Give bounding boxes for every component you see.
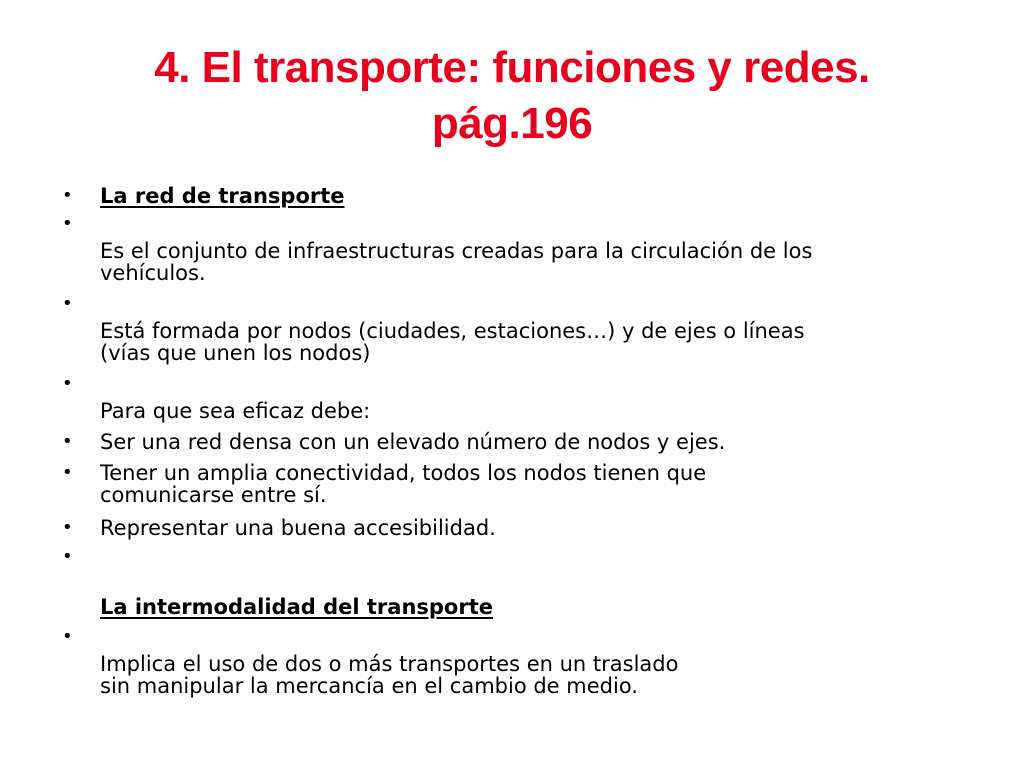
composition-line-2: (vías que unen los nodos) xyxy=(100,341,371,365)
slide-title-line-2: pág.196 xyxy=(431,99,593,148)
definition-paragraph xyxy=(100,240,970,284)
bullet-icon: • xyxy=(62,517,73,538)
requirement-accessibility: Representar una buena accesibilidad. xyxy=(100,516,496,540)
composition-paragraph xyxy=(100,320,970,364)
intermodalidad-line-2: sin manipular la mercancía en el cambio de medio. xyxy=(100,674,638,698)
bullet-icon: • xyxy=(62,546,73,567)
bullet-icon: • xyxy=(62,185,73,206)
bullet-icon: • xyxy=(62,293,73,314)
bullet-icon: • xyxy=(62,462,73,483)
definition-line-1: Es el conjunto de infraestructuras creadas para la circulación de los xyxy=(100,239,813,263)
composition-line-1: Está formada por nodos (ciudades, estaciones…) y de ejes o líneas xyxy=(100,319,805,343)
section-heading-intermodalidad: La intermodalidad del transporte xyxy=(100,595,494,619)
efficacy-intro: Para que sea eficaz debe: xyxy=(100,399,371,423)
slide-title-line-1: 4. El transporte: funciones y redes. xyxy=(154,43,870,92)
bullet-icon: • xyxy=(62,626,73,647)
bullet-icon: • xyxy=(62,373,73,394)
requirement-connectivity xyxy=(100,462,970,506)
requirement-dense: Ser una red densa con un elevado número de nodos y ejes. xyxy=(100,430,726,454)
connectivity-line-2: comunicarse entre sí. xyxy=(100,483,327,507)
section-heading-red-de-transporte: La red de transporte xyxy=(100,184,345,208)
intermodalidad-line-1: Implica el uso de dos o más transportes en un traslado xyxy=(100,652,679,676)
definition-line-2: vehículos. xyxy=(100,261,206,285)
intermodalidad-paragraph xyxy=(100,653,970,697)
bullet-icon: • xyxy=(62,431,73,452)
connectivity-line-1: Tener un amplia conectividad, todos los nodos tienen que xyxy=(100,461,707,485)
bullet-icon: • xyxy=(62,213,73,234)
